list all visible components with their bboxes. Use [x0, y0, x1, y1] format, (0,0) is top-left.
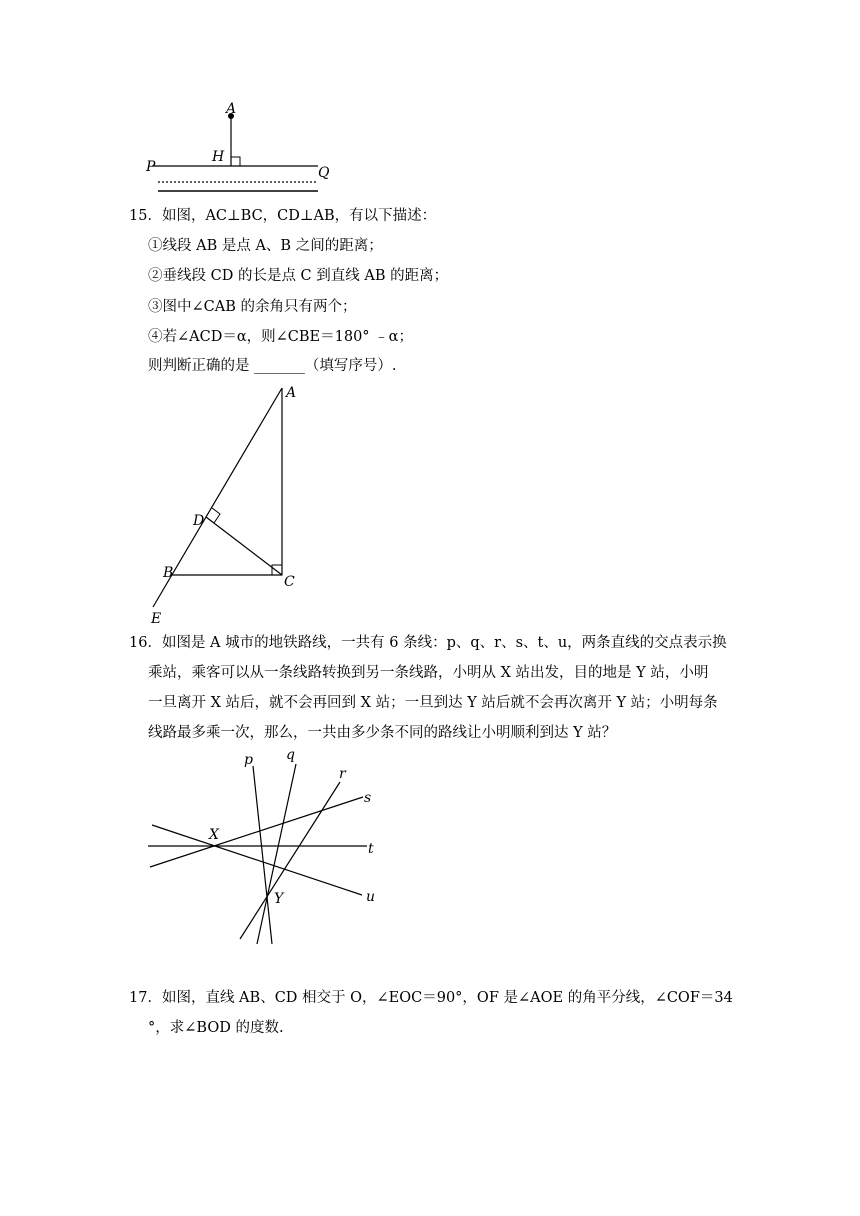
q16-line-3: 一旦离开 X 站后，就不会再回到 X 站；一旦到达 Y 站后就不会再次离开 Y 站；小明每条: [148, 695, 718, 711]
label-B: B: [163, 565, 174, 581]
q15-item-3: ③图中∠CAB 的余角只有两个；: [148, 299, 357, 315]
q15-number: 15．: [129, 208, 162, 224]
label-p: p: [244, 752, 253, 768]
label-Q: Q: [318, 165, 330, 181]
q15-item-4: ④若∠ACD＝α，则∠CBE＝180° ﹣α；: [148, 329, 413, 345]
label-t: t: [368, 841, 374, 857]
label-E: E: [151, 611, 162, 627]
q15-intro: 15．如图，AC⊥BC，CD⊥AB，有以下描述：: [129, 208, 437, 224]
label-H: H: [212, 149, 225, 165]
q16-line-1: 16．如图是 A 城市的地铁路线，一共有 6 条线：p、q、r、s、t、u，两条直线的交点表示换: [129, 635, 727, 651]
label-C: C: [284, 574, 295, 590]
label-X: X: [209, 827, 219, 843]
label-P: P: [146, 159, 156, 175]
q17-number: 17．: [129, 990, 162, 1006]
q15-prompt: 则判断正确的是 _______（填写序号）.: [148, 358, 397, 374]
label-r: r: [339, 766, 346, 782]
label-D: D: [193, 513, 205, 529]
q16-line-2: 乘站，乘客可以从一条线路转换到另一条线路，小明从 X 站出发，目的地是 Y 站，小明: [148, 665, 709, 681]
label-A: A: [226, 101, 237, 117]
q15-item-2: ②垂线段 CD 的长是点 C 到直线 AB 的距离；: [148, 268, 449, 284]
q16-line-4: 线路最多乘一次，那么，一共由多少条不同的路线让小明顺利到达 Y 站？: [148, 725, 617, 741]
q17-line-1: 17．如图，直线 AB、CD 相交于 O，∠EOC＝90°，OF 是∠AOE 的角平分线，∠COF＝34: [129, 990, 733, 1006]
label-q: q: [286, 747, 295, 763]
q16-number: 16．: [129, 635, 162, 651]
q17-line-2: °，求∠BOD 的度数.: [148, 1020, 284, 1036]
label-u: u: [366, 889, 376, 905]
q15-item-1: ①线段 AB 是点 A、B 之间的距离；: [148, 238, 383, 254]
label-s: s: [364, 790, 372, 806]
label-Y: Y: [274, 891, 284, 907]
label-A: A: [286, 385, 297, 401]
